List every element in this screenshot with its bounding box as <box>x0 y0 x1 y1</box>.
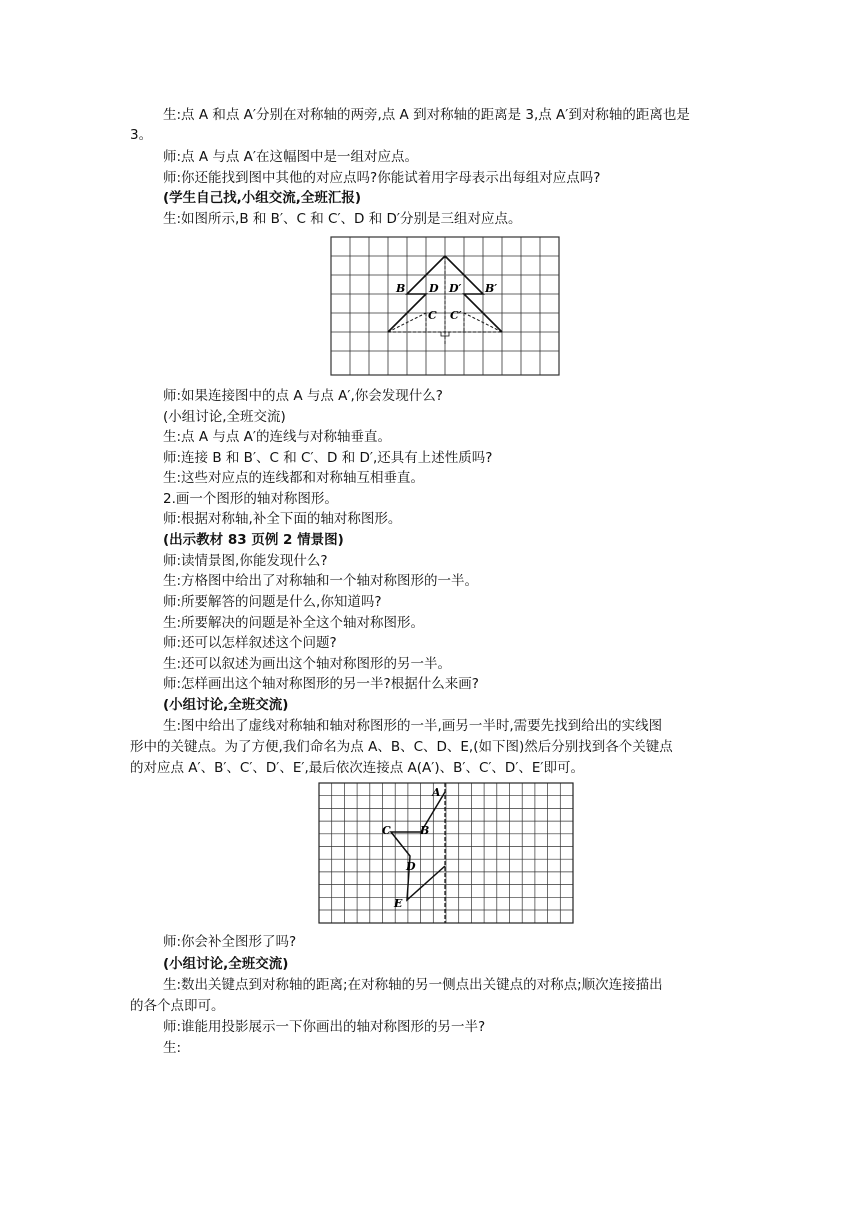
paragraph-line: 师:连接 B 和 B′、C 和 C′、D 和 D′,还具有上述性质吗? <box>163 450 493 466</box>
paragraph-line: 生: <box>163 1040 182 1056</box>
point-label: D <box>406 860 416 873</box>
paragraph-line: (出示教材 83 页例 2 情景图) <box>163 532 344 548</box>
paragraph-line: (小组讨论,全班交流) <box>163 697 289 713</box>
point-label: C <box>428 309 437 322</box>
paragraph-line: (小组讨论,全班交流) <box>163 409 286 425</box>
paragraph-line: 2.画一个图形的轴对称图形。 <box>163 491 338 507</box>
paragraph-line: 师:怎样画出这个轴对称图形的另一半?根据什么来画? <box>163 676 479 692</box>
paragraph-line: 生:点 A 与点 A′的连线与对称轴垂直。 <box>163 429 391 445</box>
point-label: B <box>420 824 430 837</box>
paragraph-line: 的各个点即可。 <box>130 998 225 1014</box>
paragraph-line: 师:如果连接图中的点 A 与点 A′,你会发现什么? <box>163 388 443 404</box>
point-label: C <box>382 824 391 837</box>
paragraph-line: 生:方格图中给出了对称轴和一个轴对称图形的一半。 <box>163 573 479 589</box>
point-label: E <box>394 897 403 910</box>
paragraph-line: 师:还可以怎样叙述这个问题? <box>163 635 337 651</box>
symmetry-figure-1 <box>330 236 560 376</box>
paragraph-line: 生:数出关键点到对称轴的距离;在对称轴的另一侧点出关键点的对称点;顺次连接描出 <box>163 977 663 993</box>
paragraph-line: 生:这些对应点的连线都和对称轴互相垂直。 <box>163 470 425 486</box>
paragraph-line: (学生自己找,小组交流,全班汇报) <box>163 190 362 206</box>
paragraph-line: 师:读情景图,你能发现什么? <box>163 553 328 569</box>
paragraph-line: 的对应点 A′、B′、C′、D′、E′,最后依次连接点 A(A′)、B′、C′、D′、E′即可。 <box>130 760 584 776</box>
paragraph-line: 师:所要解答的问题是什么,你知道吗? <box>163 594 382 610</box>
point-label: D <box>429 282 439 295</box>
paragraph-line: 生:图中给出了虚线对称轴和轴对称图形的一半,画另一半时,需要先找到给出的实线图 <box>163 718 663 734</box>
point-label: A <box>432 786 441 799</box>
point-label: B <box>396 282 406 295</box>
paragraph-line: 师:谁能用投影展示一下你画出的轴对称图形的另一半? <box>163 1019 486 1035</box>
symmetry-figure-2 <box>318 782 574 924</box>
paragraph-line: 生:点 A 和点 A′分别在对称轴的两旁,点 A 到对称轴的距离是 3,点 A′到对称轴的距离也是 <box>163 107 690 123</box>
paragraph-line: 师:你还能找到图中其他的对应点吗?你能试着用字母表示出每组对应点吗? <box>163 170 601 186</box>
paragraph-line: 师:根据对称轴,补全下面的轴对称图形。 <box>163 511 402 527</box>
paragraph-line: 师:你会补全图形了吗? <box>163 934 297 950</box>
paragraph-line: 生:所要解决的问题是补全这个轴对称图形。 <box>163 615 425 631</box>
paragraph-line: 生:如图所示,B 和 B′、C 和 C′、D 和 D′分别是三组对应点。 <box>163 211 522 227</box>
paragraph-line: 生:还可以叙述为画出这个轴对称图形的另一半。 <box>163 656 452 672</box>
paragraph-line: 形中的关键点。为了方便,我们命名为点 A、B、C、D、E,(如下图)然后分别找到各个关键点 <box>130 739 673 755</box>
point-label: C′ <box>450 309 462 322</box>
paragraph-line: 3。 <box>130 127 153 143</box>
paragraph-line: 师:点 A 与点 A′在这幅图中是一组对应点。 <box>163 149 418 165</box>
point-label: D′ <box>449 282 462 295</box>
paragraph-line: (小组讨论,全班交流) <box>163 956 289 972</box>
point-label: B′ <box>485 282 498 295</box>
